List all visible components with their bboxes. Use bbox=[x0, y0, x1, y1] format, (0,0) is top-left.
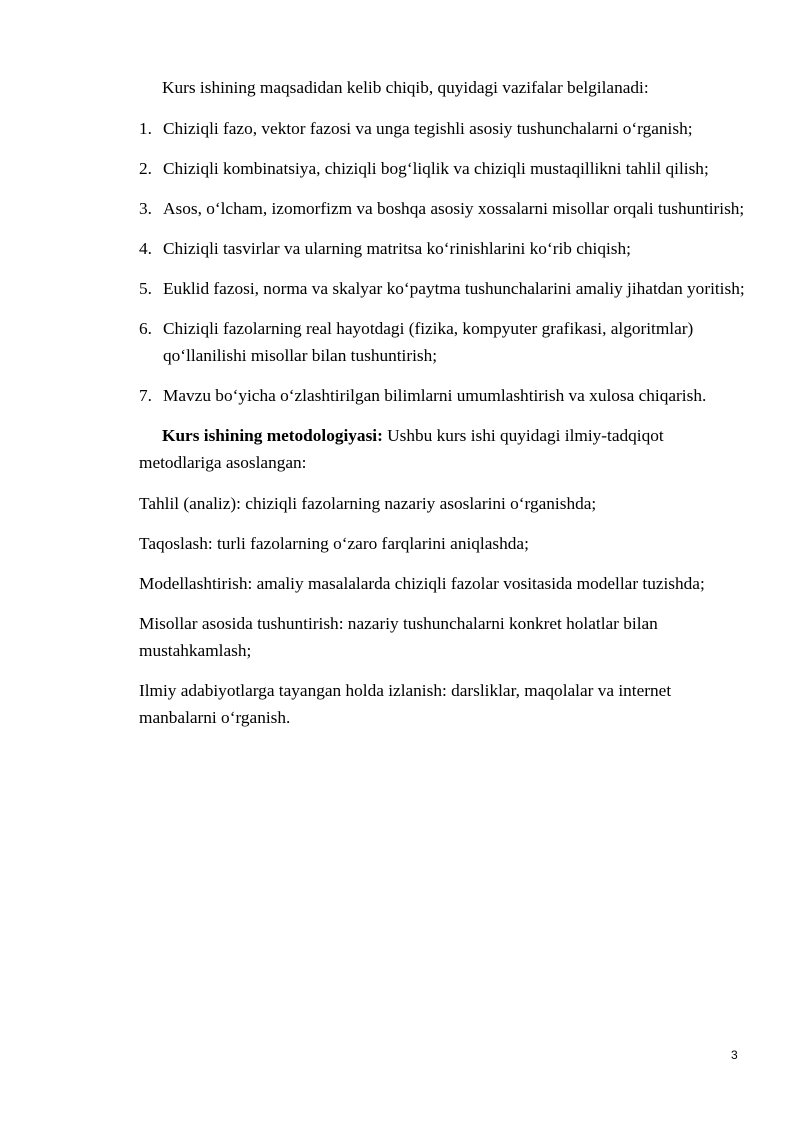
task-text: Mavzu bo‘yicha o‘zlashtirilgan bilimlarni umumlashtirish va xulosa chiqarish. bbox=[163, 386, 707, 405]
task-number: 7. bbox=[139, 386, 152, 405]
task-item bbox=[139, 382, 749, 409]
task-item bbox=[139, 275, 749, 302]
task-item bbox=[139, 235, 749, 262]
task-text: Chiziqli kombinatsiya, chiziqli bog‘liqlik va chiziqli mustaqillikni tahlil qilish; bbox=[163, 159, 709, 178]
task-item bbox=[139, 155, 749, 182]
task-text: Chiziqli fazo, vektor fazosi va unga tegishli asosiy tushunchalarni o‘rganish; bbox=[163, 119, 693, 138]
task-number: 5. bbox=[139, 279, 152, 298]
task-item bbox=[139, 315, 749, 369]
method-item: Taqoslash: turli fazolarning o‘zaro farqlarini aniqlashda; bbox=[139, 534, 529, 553]
task-text: Asos, o‘lcham, izomorfizm va boshqa asosiy xossalarni misollar orqali tushuntirish; bbox=[163, 199, 745, 218]
document-body bbox=[139, 74, 749, 744]
method-item: Misollar asosida tushuntirish: nazariy tushunchalarni konkret holatlar bilan mustahkamlash; bbox=[139, 614, 658, 660]
task-number: 6. bbox=[139, 319, 152, 338]
method-item: Modellashtirish: amaliy masalalarda chiziqli fazolar vositasida modellar tuzishda; bbox=[139, 574, 705, 593]
methodology-title: Kurs ishining metodologiyasi: bbox=[162, 426, 383, 445]
intro-paragraph: Kurs ishining maqsadidan kelib chiqib, quyidagi vazifalar belgilanadi: bbox=[162, 78, 649, 97]
task-text: Chiziqli fazolarning real hayotdagi (fizika, kompyuter grafikasi, algoritmlar) qo‘llanilishi misollar bilan tushuntirish; bbox=[163, 319, 694, 365]
task-item bbox=[139, 115, 749, 142]
task-number: 3. bbox=[139, 199, 152, 218]
methodology-text: Ushbu kurs ishi quyidagi ilmiy-tadqiqot metodlariga asoslangan: bbox=[139, 426, 664, 472]
task-number: 2. bbox=[139, 159, 152, 178]
task-text: Euklid fazosi, norma va skalyar ko‘paytma tushunchalarini amaliy jihatdan yoritish; bbox=[163, 279, 745, 298]
task-text: Chiziqli tasvirlar va ularning matritsa ko‘rinishlarini ko‘rib chiqish; bbox=[163, 239, 631, 258]
task-number: 1. bbox=[139, 119, 152, 138]
method-item: Tahlil (analiz): chiziqli fazolarning nazariy asoslarini o‘rganishda; bbox=[139, 494, 597, 513]
task-item bbox=[139, 195, 749, 222]
methodology-paragraph bbox=[139, 422, 749, 476]
method-item: Ilmiy adabiyotlarga tayangan holda izlanish: darsliklar, maqolalar va internet manbalarni o‘rganish. bbox=[139, 681, 672, 727]
page-number: 3 bbox=[731, 1048, 738, 1062]
task-number: 4. bbox=[139, 239, 152, 258]
tasks-list bbox=[139, 115, 749, 409]
